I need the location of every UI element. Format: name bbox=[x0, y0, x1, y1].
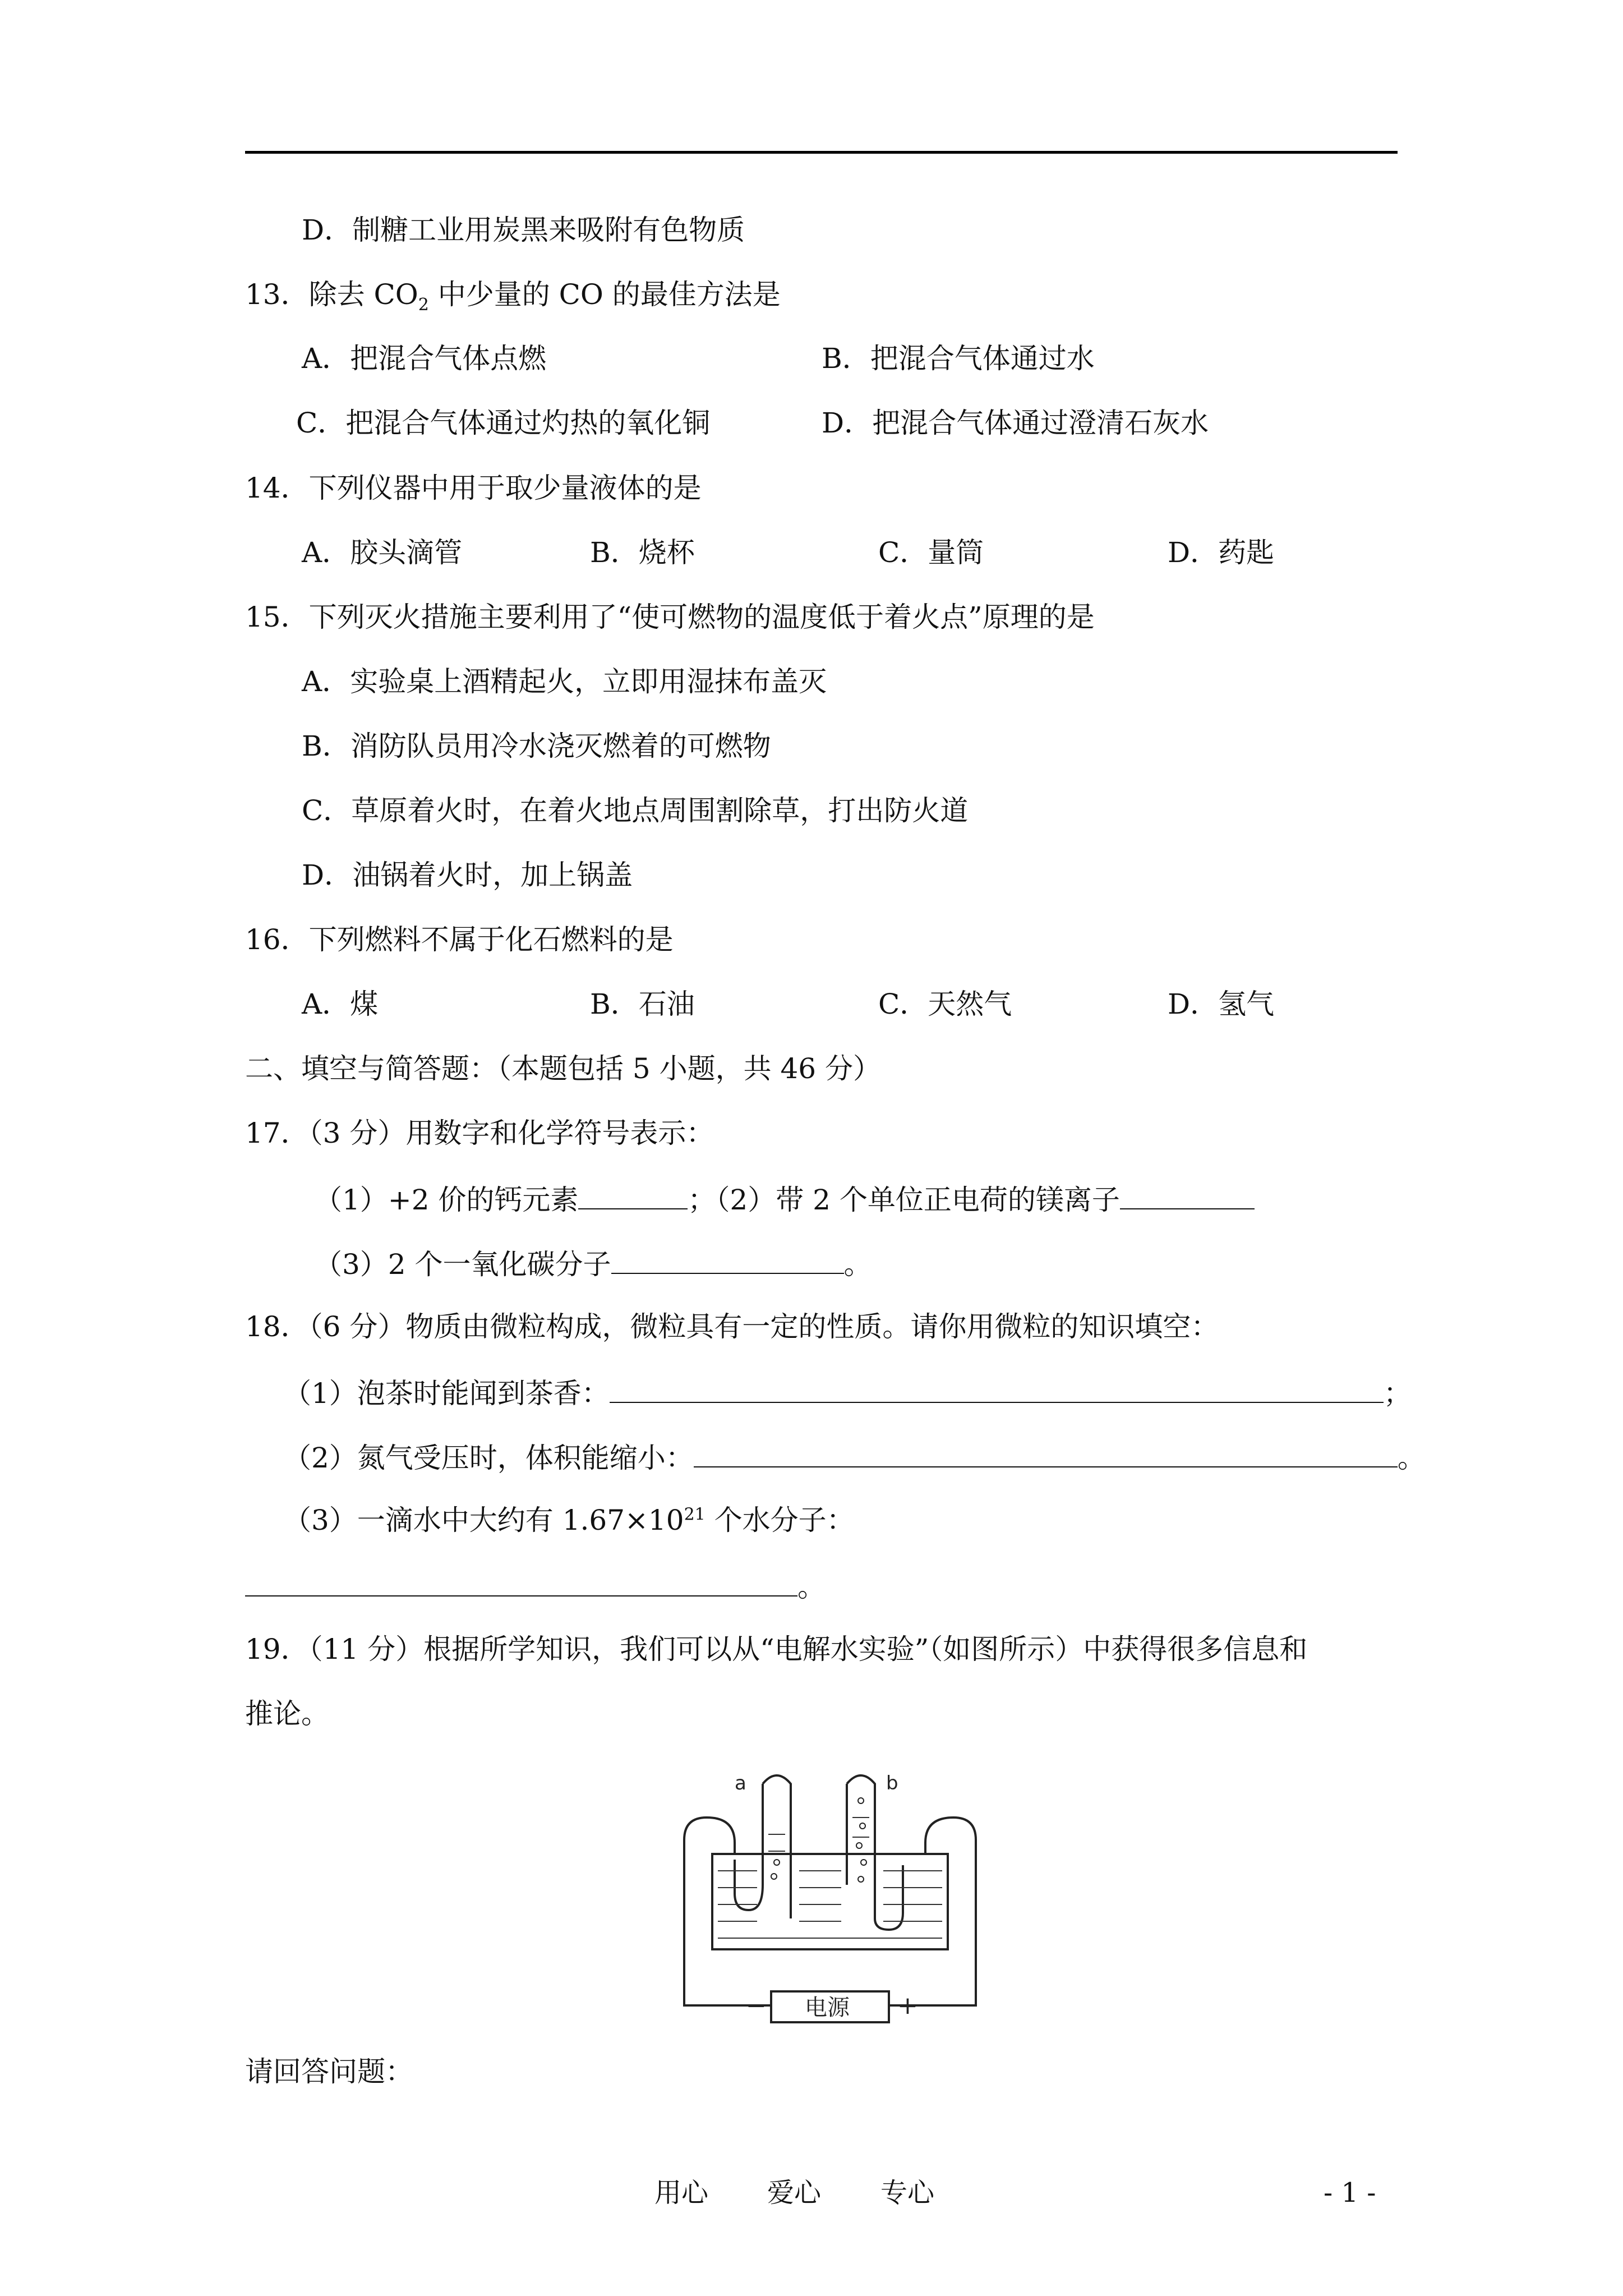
q19-stem-line-1: 19．（11 分）根据所学知识，我们可以从“电解水实验”（如图所示）中获得很多信息和 bbox=[245, 1633, 1308, 1665]
footer-slogan-3: 专心 bbox=[880, 2177, 935, 2208]
q15-option-a: A．实验桌上酒精起火，立即用湿抹布盖灭 bbox=[302, 665, 827, 698]
q15-option-c: C．草原着火时，在着火地点周围割除草，打出防火道 bbox=[302, 794, 969, 827]
q12-option-d: D．制糖工业用炭黑来吸附有色物质 bbox=[302, 214, 745, 246]
q15-option-b: B．消防队员用冷水浇灭燃着的可燃物 bbox=[302, 730, 771, 762]
tube-label-b: b bbox=[886, 1772, 898, 1795]
q17-line-2: （3）2 个一氧化碳分子 。 bbox=[314, 1248, 872, 1281]
page-number: - 1 - bbox=[1324, 2177, 1376, 2208]
q14-option-c: C．量筒 bbox=[878, 536, 984, 569]
q16-stem: 16．下列燃料不属于化石燃料的是 bbox=[245, 923, 674, 956]
tube-label-a: a bbox=[735, 1772, 746, 1795]
q15-option-d: D．油锅着火时，加上锅盖 bbox=[302, 859, 633, 891]
footer-slogan-2: 爱心 bbox=[767, 2177, 822, 2208]
q18-answer-blank-2[interactable] bbox=[694, 1442, 1398, 1467]
footer-slogan-1: 用心 bbox=[654, 2177, 709, 2208]
positive-terminal: + bbox=[897, 1991, 918, 2020]
electrolysis-figure bbox=[673, 1750, 987, 2042]
q18-line-1: （1）泡茶时能闻到茶香： ； bbox=[283, 1377, 1412, 1410]
q17-line-1: （1）+2 价的钙元素 ；（2）带 2 个单位正电荷的镁离子 bbox=[314, 1184, 1255, 1214]
q17-stem: 17．（3 分）用数字和化学符号表示： bbox=[245, 1117, 714, 1149]
q19-stem-line-2: 推论。 bbox=[245, 1697, 329, 1730]
q13-stem: 13．除去 $CO_2$ 中少量的 CO 的最佳方法是 bbox=[245, 278, 781, 315]
power-source-label: 电源 bbox=[805, 1995, 850, 2021]
q13-option-b: B．把混合气体通过水 bbox=[822, 342, 1095, 375]
q18-line-3: （3）一滴水中大约有 $1.67\times 10^{21}$ 个水分子： bbox=[283, 1504, 855, 1536]
q18-line-4: 。 bbox=[245, 1571, 826, 1601]
q16-option-c: C．天然气 bbox=[878, 988, 1012, 1020]
q16-option-d: D．氢气 bbox=[1168, 988, 1275, 1020]
q13-option-a: A．把混合气体点燃 bbox=[302, 342, 547, 375]
section-2-title: 二、填空与简答题：（本题包括 5 小题，共 46 分） bbox=[245, 1052, 882, 1085]
q15-stem: 15．下列灭火措施主要利用了“使可燃物的温度低于着火点”原理的是 bbox=[245, 601, 1095, 633]
q19-prompt: 请回答问题： bbox=[245, 2055, 413, 2088]
q16-option-a: A．煤 bbox=[302, 988, 379, 1020]
q17-answer-blank-1[interactable] bbox=[578, 1184, 688, 1209]
q17-answer-blank-2[interactable] bbox=[1120, 1184, 1255, 1209]
q14-stem: 14．下列仪器中用于取少量液体的是 bbox=[245, 472, 702, 504]
header-rule bbox=[245, 151, 1398, 154]
q17-answer-blank-3[interactable] bbox=[611, 1248, 844, 1274]
q14-option-d: D．药匙 bbox=[1168, 536, 1275, 569]
q18-line-2: （2）氮气受压时，体积能缩小： 。 bbox=[283, 1442, 1426, 1474]
q14-option-b: B．烧杯 bbox=[590, 536, 695, 569]
negative-terminal: − bbox=[746, 1991, 767, 2020]
q18-answer-blank-1[interactable] bbox=[610, 1377, 1384, 1403]
q13-option-d: D．把混合气体通过澄清石灰水 bbox=[822, 407, 1209, 439]
q13-option-c: C．把混合气体通过灼热的氧化铜 bbox=[296, 407, 711, 439]
q18-answer-blank-3[interactable] bbox=[245, 1571, 797, 1596]
q18-stem: 18．（6 分）物质由微粒构成，微粒具有一定的性质。请你用微粒的知识填空： bbox=[245, 1310, 1219, 1343]
q14-option-a: A．胶头滴管 bbox=[302, 536, 463, 569]
q16-option-b: B．石油 bbox=[590, 988, 695, 1020]
